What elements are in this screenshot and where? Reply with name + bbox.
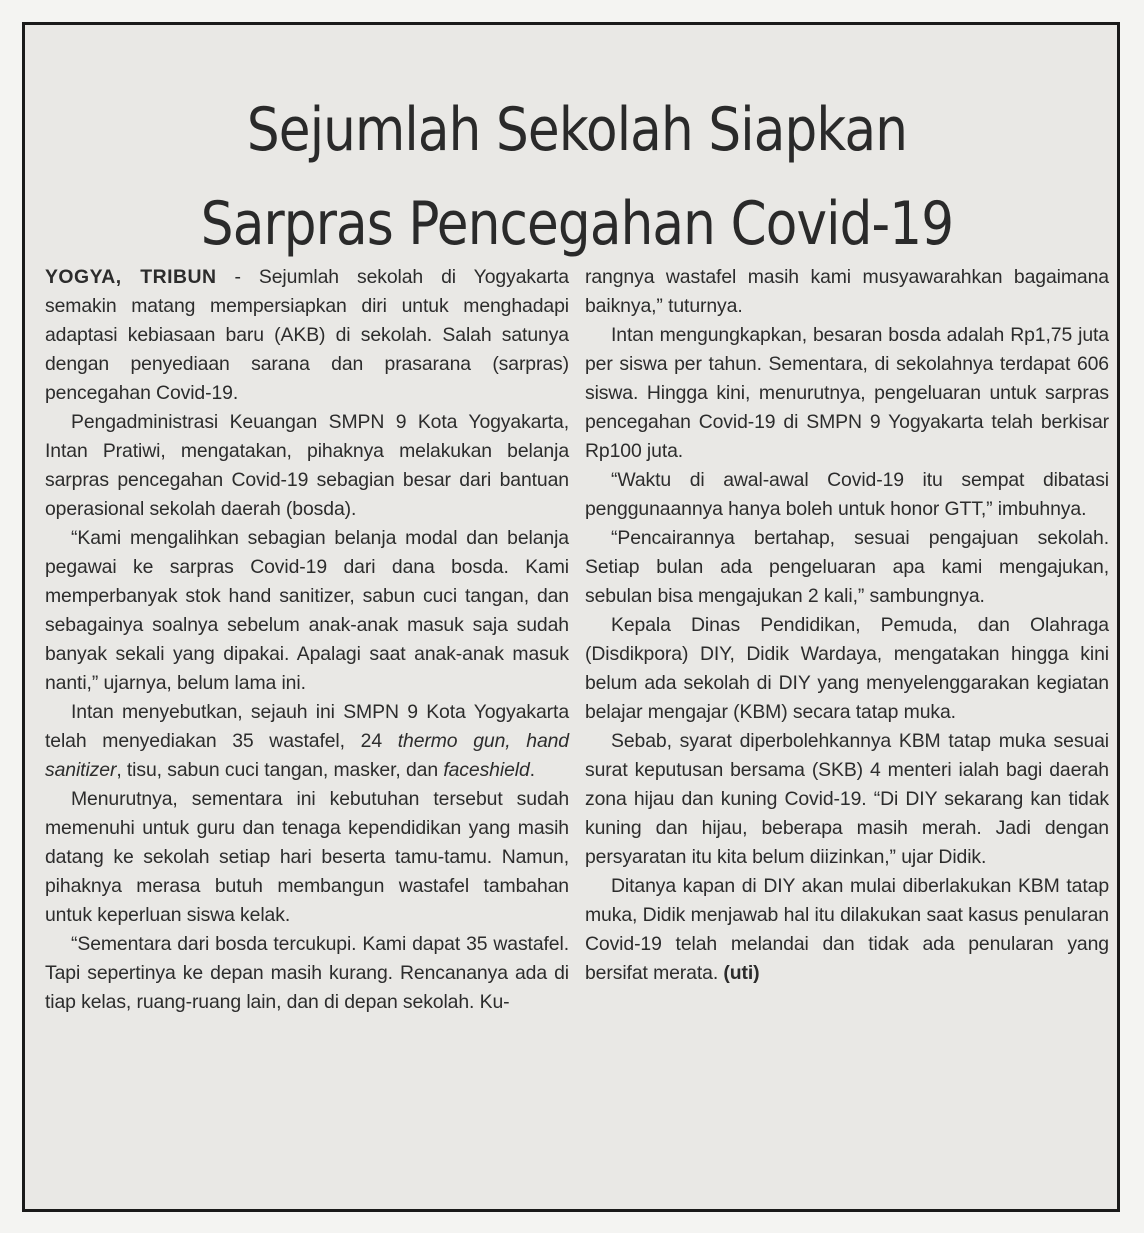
paragraph: rangnya wastafel masih kami musyawarahkan bagaimana baiknya,” tuturnya. bbox=[585, 266, 1109, 317]
paragraph-text: Ditanya kapan di DIY akan mulai diberlakukan KBM tatap muka, Didik menjawab hal itu dilakukan saat kasus penularan Covid-19 telah melandai dan tidak ada penularan yang bersifat merata. bbox=[585, 875, 1109, 984]
author-signoff: (uti) bbox=[723, 962, 760, 984]
headline bbox=[119, 35, 1034, 271]
headline-line-1: Sejumlah Sekolah Siapkan bbox=[246, 95, 908, 165]
paragraph: “Waktu di awal-awal Covid-19 itu sempat dibatasi penggunaannya hanya boleh untuk honor GTT,” imbuhnya. bbox=[585, 469, 1109, 520]
paragraph-text: - Sejumlah sekolah di Yogyakarta semakin matang mempersiapkan diri untuk menghadapi adaptasi kebiasaan baru (AKB) di sekolah. Salah satunya dengan penyediaan sarana dan prasarana (sarpras) pencegahan Covid-19. bbox=[45, 266, 569, 404]
paragraph: Sebab, syarat diperbolehkannya KBM tatap muka sesuai surat keputusan bersama (SKB) 4 menteri ialah bagi daerah zona hijau dan kuning Covid-19. “Di DIY sekarang kan tidak kuning dan hijau, beberapa masih merah. Jadi dengan persyaratan itu kita belum diizinkan,” ujar Didik. bbox=[585, 730, 1109, 868]
paragraph-text: Intan menyebutkan, sejauh ini SMPN 9 Kota Yogyakarta telah menyediakan 35 wastafel, 24 bbox=[45, 701, 569, 752]
paragraph: Pengadministrasi Keuangan SMPN 9 Kota Yogyakarta, Intan Pratiwi, mengatakan, pihaknya melakukan belanja sarpras pencegahan Covid-19 sebagian besar dari bantuan operasional sekolah daerah (bosda). bbox=[45, 411, 569, 520]
paragraph: Menurutnya, sementara ini kebutuhan tersebut sudah memenuhi untuk guru dan tenaga kependidikan yang masih datang ke sekolah setiap hari beserta tamu-tamu. Namun, pihaknya merasa butuh membangun wastafel tambahan untuk keperluan siswa kelak. bbox=[45, 788, 569, 926]
paragraph: “Kami mengalihkan sebagian belanja modal dan belanja pegawai ke sarpras Covid-19 dari dana bosda. Kami memperbanyak stok hand sanitizer, sabun cuci tangan, dan sebagainya soalnya sebelum anak-anak masuk saja sudah banyak sekali yang dipakai. Apalagi saat anak-anak masuk nanti,” ujarnya, belum lama ini. bbox=[45, 527, 569, 694]
left-column bbox=[45, 263, 569, 1017]
newspaper-clipping bbox=[22, 22, 1120, 1212]
article bbox=[45, 35, 1109, 1195]
dateline: YOGYA, TRIBUN bbox=[45, 266, 217, 288]
paragraph: “Sementara dari bosda tercukupi. Kami dapat 35 wastafel. Tapi sepertinya ke depan masih kurang. Rencananya ada di tiap kelas, ruang-ruang lain, dan di depan sekolah. Ku- bbox=[45, 933, 569, 1013]
paragraph bbox=[45, 698, 569, 785]
article-body bbox=[45, 263, 1109, 1193]
paragraph bbox=[45, 263, 569, 408]
paragraph bbox=[585, 872, 1109, 988]
paragraph: Kepala Dinas Pendidikan, Pemuda, dan Olahraga (Disdikpora) DIY, Didik Wardaya, mengatakan hingga kini belum ada sekolah di DIY yang menyelenggarakan kegiatan belajar mengajar (KBM) secara tatap muka. bbox=[585, 614, 1109, 723]
paragraph: “Pencairannya bertahap, sesuai pengajuan sekolah. Setiap bulan ada pengeluaran apa kami mengajukan, sebulan bisa mengajukan 2 kali,” sambungnya. bbox=[585, 527, 1109, 607]
right-column bbox=[585, 263, 1109, 988]
paragraph-text: , tisu, sabun cuci tangan, masker, dan bbox=[116, 759, 444, 781]
paragraph-text: . bbox=[529, 759, 535, 781]
italic-text: faceshield bbox=[443, 759, 530, 781]
headline-line-2: Sarpras Pencegahan Covid-19 bbox=[200, 189, 954, 259]
paragraph: Intan mengungkapkan, besaran bosda adalah Rp1,75 juta per siswa per tahun. Sementara, di sekolahnya terdapat 606 siswa. Hingga kini, menurutnya, pengeluaran untuk sarpras pencegahan Covid-19 di SMPN 9 Yogyakarta telah berkisar Rp100 juta. bbox=[585, 324, 1109, 462]
italic-text: thermo gun, hand sanitizer bbox=[45, 730, 569, 781]
